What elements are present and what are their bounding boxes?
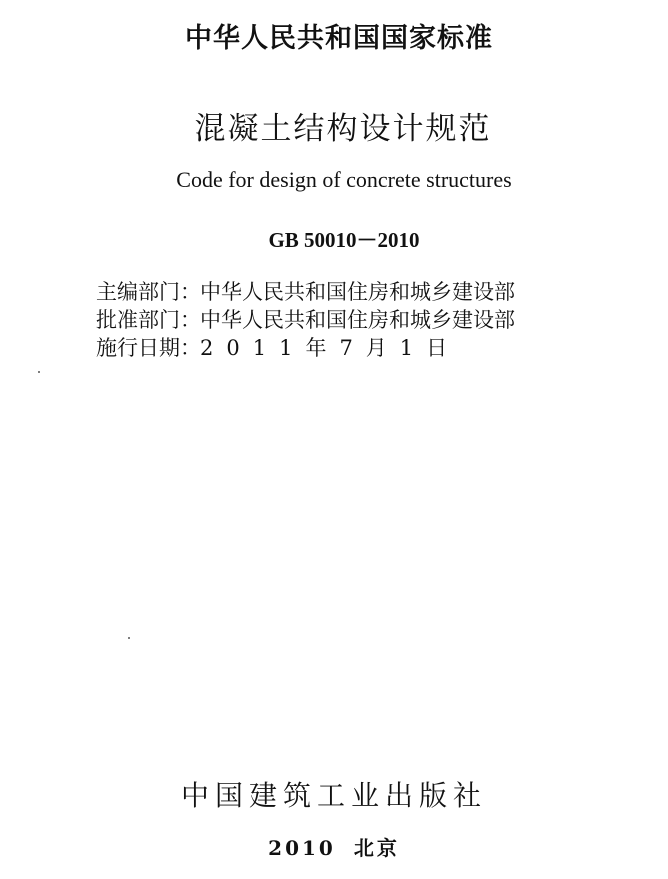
document-title-chinese: 混凝土结构设计规范 [194,111,492,147]
approver-label: 批准部门： [96,308,201,332]
editor-value: 中华人民共和国住房和城乡建设部 [200,280,515,304]
effective-date-label: 施行日期： [96,336,201,360]
standard-category-heading: 中华人民共和国国家标准 [185,23,493,54]
scan-speck [38,371,40,373]
document-title-english: Code for design of concrete structures [176,167,512,192]
effective-date-row [96,334,515,362]
publisher-name: 中国建筑工业出版社 [180,779,487,812]
standard-number: GB 50010－2010 [268,228,420,252]
approver-value: 中华人民共和国住房和城乡建设部 [200,308,515,332]
editor-label: 主编部门： [96,280,201,304]
publication-city: 北京 [353,836,400,860]
document-metadata [96,278,515,362]
approver-row [96,306,515,334]
editor-row [96,278,515,306]
scan-speck [128,637,130,639]
effective-date-value: 2011年7月1日 [200,336,461,360]
publication-year: 2010 [268,836,336,860]
publication-imprint [0,832,668,861]
